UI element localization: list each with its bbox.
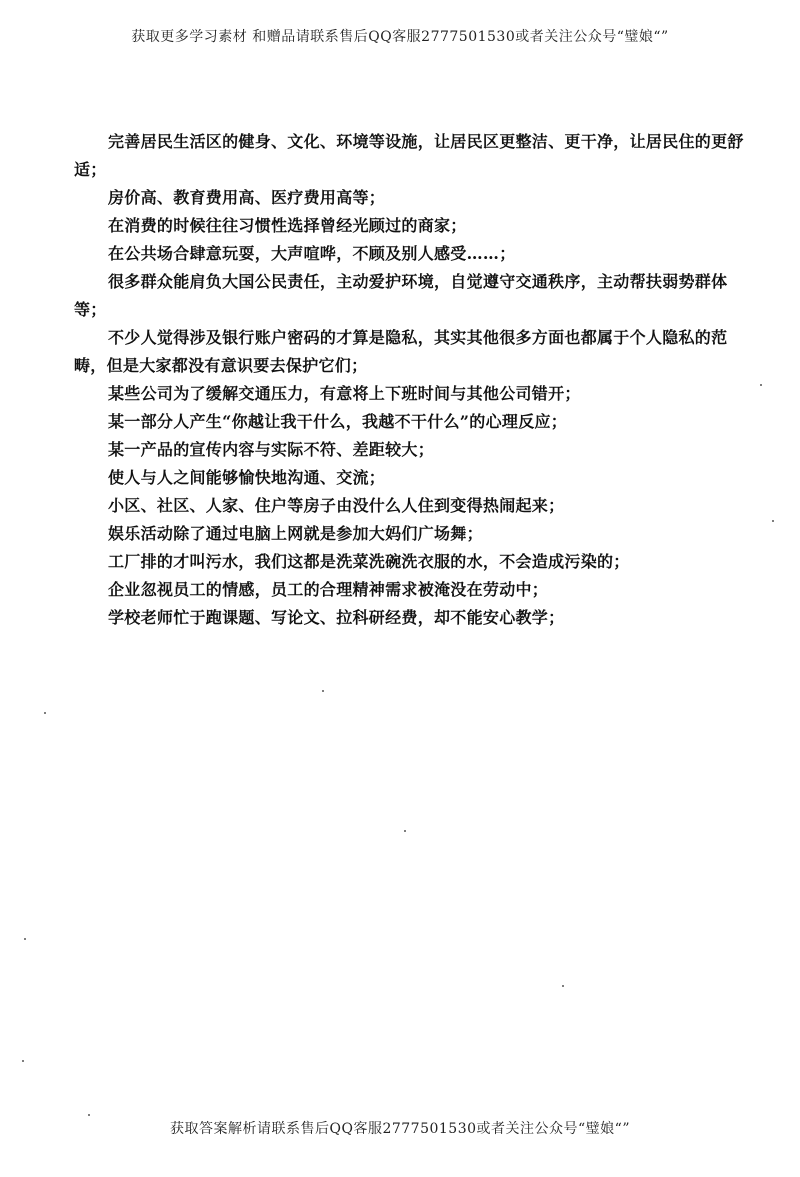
scan-speck [24,938,26,940]
document-body [74,128,754,632]
paragraph-15: 学校老师忙于跑课题、写论文、拉科研经费，却不能安心教学； [108,608,565,627]
header-banner: 获取更多学习素材 和赠品请联系售后QQ客服2777501530或者关注公众号“璧娘“” [131,29,669,45]
paragraph-5: 很多群众能肩负大国公民责任，主动爱护环境，自觉遵守交通秩序，主动帮扶弱势群体等； [74,272,728,319]
paragraph-12: 娱乐活动除了通过电脑上网就是参加大妈们广场舞； [108,524,483,543]
paragraph-1: 完善居民生活区的健身、文化、环境等设施，让居民区更整洁、更干净，让居民住的更舒适； [74,132,744,179]
paragraph-6: 不少人觉得涉及银行账户密码的才算是隐私，其实其他很多方面也都属于个人隐私的范畴，但是大家都没有意识要去保护它们； [74,328,728,375]
scan-speck [22,1060,24,1062]
scan-speck [404,830,406,832]
paragraph-4: 在公共场合肆意玩耍，大声喧哗，不顾及别人感受……； [108,244,516,263]
paragraph-14: 企业忽视员工的情感，员工的合理精神需求被淹没在劳动中； [108,580,549,599]
paragraph-8: 某一部分人产生“你越让我干什么，我越不干什么”的心理反应； [108,412,568,431]
paragraph-13: 工厂排的才叫污水，我们这都是洗菜洗碗洗衣服的水，不会造成污染的； [108,552,630,571]
paragraph-10: 使人与人之间能够愉快地沟通、交流； [108,468,386,487]
paragraph-9: 某一产品的宣传内容与实际不符、差距较大； [108,440,435,459]
scan-speck [322,690,324,692]
paragraph-7: 某些公司为了缓解交通压力，有意将上下班时间与其他公司错开； [108,384,581,403]
paragraph-2: 房价高、教育费用高、医疗费用高等； [108,188,386,207]
paragraph-3: 在消费的时候往往习惯性选择曾经光顾过的商家； [108,216,467,235]
scan-speck [760,384,762,386]
footer-banner: 获取答案解析请联系售后QQ客服2777501530或者关注公众号“璧娘“” [170,1121,630,1137]
scan-speck [772,520,774,522]
scan-speck [562,985,564,987]
scan-speck [88,1114,90,1116]
paragraph-11: 小区、社区、人家、住户等房子由没什么人住到变得热闹起来； [108,496,565,515]
scan-speck [44,712,46,714]
